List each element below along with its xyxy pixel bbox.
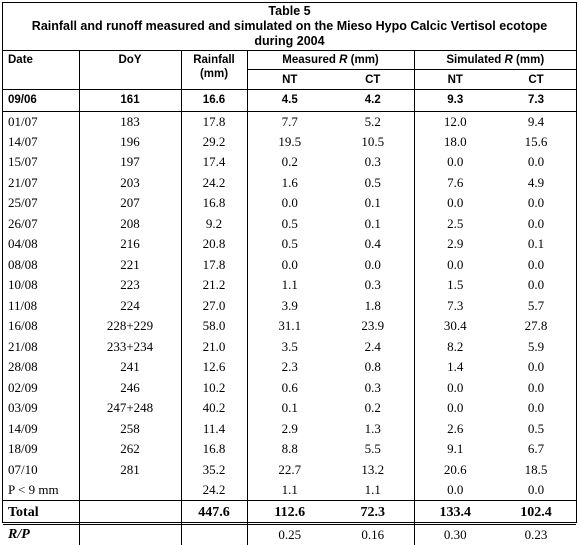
cell-simulated-ct: 0.0 [527,154,545,170]
cell-simulated-nt: 1.5 [414,275,496,296]
cell-doy: 233+234 [79,337,181,358]
table-row [3,89,576,111]
cell-date: 26/07 [8,215,38,231]
table-row [3,337,576,358]
cell-measured-nt: 1.1 [247,275,332,296]
cell-simulated-nt: 0.0 [414,152,496,173]
cell-doy: 221 [79,255,181,276]
total-simulated-ct: 102.4 [496,501,576,525]
cell-doy: 207 [79,193,181,214]
header-rainfall-label: Rainfall [193,54,235,66]
cell-doy: 183 [79,111,181,132]
cell-doy [79,480,181,501]
cell-date: 08/08 [8,256,38,272]
cell-doy: 246 [79,378,181,399]
cell-date: 03/09 [8,400,38,416]
total-measured-ct: 72.3 [332,501,414,525]
table-title-line1: Rainfall and runoff measured and simulated on the Mieso Hypo Calcic Vertisol ecotope [31,19,548,33]
cell-rainfall: 58.0 [181,316,247,337]
table-row [3,255,576,276]
cell-rainfall: 35.2 [181,460,247,481]
cell-date: 01/07 [8,113,38,129]
cell-simulated-ct: 4.9 [527,174,545,190]
cell-measured-nt: 0.0 [247,193,332,214]
table-row [3,111,576,132]
header-date: Date [3,51,79,89]
cell-measured-nt: 4.5 [247,89,332,111]
cell-date: 02/09 [8,379,38,395]
cell-measured-ct: 13.2 [361,461,385,477]
table-row [3,460,576,481]
cell-measured-nt: 0.0 [247,255,332,276]
cell-measured-ct: 1.3 [364,420,381,436]
cell-date: 15/07 [8,154,38,170]
cell-measured-ct: 0.8 [364,359,381,375]
cell-rainfall: 10.2 [181,378,247,399]
cell-measured-ct: 4.2 [332,89,414,111]
cell-measured-ct: 0.2 [364,400,381,416]
table-title-line2: during 2004 [254,34,325,48]
cell-measured-nt: 8.8 [247,439,332,460]
cell-measured-nt: 3.9 [247,296,332,317]
cell-rainfall: 12.6 [181,357,247,378]
cell-simulated-nt: 12.0 [414,111,496,132]
header-measured-ct: CT [332,69,414,89]
table-row [3,398,576,419]
rp-measured-nt: 0.25 [247,525,332,545]
table-container [2,2,577,542]
rp-measured-ct: 0.16 [332,525,414,545]
cell-simulated-nt: 2.9 [414,234,496,255]
rp-label: R/P [3,525,79,545]
header-measured-pre: Measured [282,54,340,66]
cell-date: 16/08 [8,318,38,334]
cell-rainfall: 40.2 [181,398,247,419]
cell-doy: 208 [79,214,181,235]
cell-simulated-nt: 7.3 [414,296,496,317]
header-simulated-ct: CT [496,69,576,89]
cell-measured-ct: 23.9 [361,318,385,334]
cell-simulated-nt: 0.0 [414,398,496,419]
cell-doy: 161 [79,89,181,111]
table-row [3,480,576,501]
cell-measured-ct: 0.1 [364,195,381,211]
table-row [3,214,576,235]
table-row [3,193,576,214]
rp-rainfall-empty [181,525,247,545]
total-simulated-nt: 133.4 [414,501,496,525]
cell-measured-ct: 0.1 [364,215,381,231]
cell-simulated-ct: 5.7 [527,297,545,313]
cell-simulated-nt: 9.1 [414,439,496,460]
cell-doy: 223 [79,275,181,296]
cell-date: 28/08 [8,359,38,375]
cell-simulated-nt: 20.6 [414,460,496,481]
cell-measured-nt: 0.2 [247,152,332,173]
cell-measured-ct: 1.8 [364,297,381,313]
cell-simulated-ct: 5.9 [527,338,545,354]
cell-measured-ct: 0.3 [364,154,381,170]
cell-rainfall: 17.8 [181,111,247,132]
cell-measured-nt: 0.6 [247,378,332,399]
cell-simulated-nt: 18.0 [414,132,496,153]
cell-date: 14/07 [8,133,38,149]
cell-doy: 196 [79,132,181,153]
cell-simulated-nt: 2.5 [414,214,496,235]
cell-measured-ct: 1.1 [364,482,381,497]
cell-doy: 228+229 [79,316,181,337]
cell-simulated-ct: 0.0 [527,379,545,395]
total-doy-empty [79,501,181,525]
table-row [3,419,576,440]
cell-measured-ct: 5.5 [364,441,381,457]
cell-date: 18/09 [8,441,38,457]
cell-simulated-nt: 8.2 [414,337,496,358]
cell-date: 07/10 [8,461,38,477]
cell-simulated-ct: 0.5 [527,420,545,436]
total-rainfall: 447.6 [181,501,247,525]
cell-doy: 203 [79,173,181,194]
total-label: Total [3,501,79,525]
cell-simulated-ct: 6.7 [527,441,545,457]
header-measured-nt: NT [247,69,332,89]
cell-simulated-ct: 0.1 [527,236,545,252]
total-measured-nt: 112.6 [247,501,332,525]
cell-measured-nt: 3.5 [247,337,332,358]
cell-date: 10/08 [8,277,38,293]
cell-simulated-ct: 0.0 [527,482,545,497]
table-row [3,378,576,399]
cell-doy: 247+248 [79,398,181,419]
cell-date: 14/09 [8,420,38,436]
cell-simulated-nt: 0.0 [414,378,496,399]
cell-measured-nt: 2.9 [247,419,332,440]
cell-measured-nt: 0.1 [247,398,332,419]
cell-simulated-nt: 1.4 [414,357,496,378]
cell-rainfall: 9.2 [181,214,247,235]
table-caption [3,3,576,51]
cell-date: 25/07 [8,195,38,211]
header-rainfall-unit: (mm) [199,68,229,80]
cell-rainfall: 16.6 [181,89,247,111]
cell-measured-nt: 1.6 [247,173,332,194]
cell-rainfall: 20.8 [181,234,247,255]
cell-rainfall: 11.4 [181,419,247,440]
cell-measured-ct: 5.2 [364,113,381,129]
table-row [3,275,576,296]
cell-rainfall: 16.8 [181,439,247,460]
rp-simulated-nt: 0.30 [414,525,496,545]
table-row [3,439,576,460]
table-row [3,132,576,153]
table-row [3,357,576,378]
cell-rainfall: 24.2 [181,480,247,501]
cell-date: 11/08 [8,297,38,313]
rp-doy-empty [79,525,181,545]
table-row [3,152,576,173]
cell-measured-nt: 0.5 [247,234,332,255]
cell-doy: 241 [79,357,181,378]
cell-simulated-ct: 0.0 [527,256,545,272]
cell-simulated-ct: 7.3 [496,89,576,111]
rp-simulated-ct: 0.23 [496,525,576,545]
cell-simulated-ct: 15.6 [524,133,548,149]
cell-simulated-ct: 9.4 [527,113,545,129]
cell-doy: 281 [79,460,181,481]
header-simulated-post: (mm) [512,54,545,66]
cell-simulated-nt: 9.3 [414,89,496,111]
cell-measured-nt: 2.3 [247,357,332,378]
cell-simulated-ct: 0.0 [527,400,545,416]
cell-measured-ct: 0.0 [364,256,381,272]
cell-measured-ct: 0.4 [364,236,381,252]
cell-simulated-ct: 0.0 [527,359,545,375]
cell-simulated-ct: 0.0 [527,215,545,231]
header-rainfall [181,51,247,89]
cell-simulated-nt: 0.0 [414,255,496,276]
header-measured-post: (mm) [347,54,379,66]
cell-date: P < 9 mm [8,482,59,497]
cell-simulated-ct: 18.5 [524,461,548,477]
cell-rainfall: 24.2 [181,173,247,194]
cell-measured-ct: 2.4 [364,338,381,354]
table-row [3,296,576,317]
cell-simulated-ct: 0.0 [527,195,545,211]
rainfall-runoff-table [3,51,576,545]
cell-rainfall: 21.2 [181,275,247,296]
rp-row [3,525,576,545]
header-simulated-nt: NT [414,69,496,89]
header-measured [247,51,414,69]
cell-date: 09/06 [3,89,79,111]
header-simulated [414,51,576,69]
table-row [3,234,576,255]
cell-simulated-nt: 7.6 [414,173,496,194]
table-number: Table 5 [268,4,311,18]
cell-doy: 262 [79,439,181,460]
cell-measured-nt: 7.7 [247,111,332,132]
cell-measured-nt: 22.7 [247,460,332,481]
cell-rainfall: 17.8 [181,255,247,276]
cell-date: 21/07 [8,174,38,190]
table-body [3,89,576,501]
cell-measured-nt: 31.1 [247,316,332,337]
cell-simulated-ct: 27.8 [524,318,548,334]
header-simulated-pre: Simulated [446,54,505,66]
cell-measured-ct: 0.3 [364,277,381,293]
cell-doy: 197 [79,152,181,173]
cell-simulated-nt: 0.0 [414,193,496,214]
cell-doy: 258 [79,419,181,440]
cell-rainfall: 27.0 [181,296,247,317]
table-row [3,316,576,337]
cell-measured-nt: 0.5 [247,214,332,235]
cell-measured-ct: 0.3 [364,379,381,395]
cell-doy: 224 [79,296,181,317]
cell-simulated-nt: 0.0 [414,480,496,501]
cell-doy: 216 [79,234,181,255]
header-simulated-r: R [504,54,513,66]
cell-simulated-ct: 0.0 [527,277,545,293]
cell-date: 04/08 [8,236,38,252]
cell-measured-ct: 10.5 [361,133,385,149]
cell-simulated-nt: 30.4 [414,316,496,337]
cell-rainfall: 21.0 [181,337,247,358]
cell-date: 21/08 [8,338,38,354]
header-doy: DoY [79,51,181,89]
table-row [3,173,576,194]
cell-measured-ct: 0.5 [364,174,381,190]
cell-simulated-nt: 2.6 [414,419,496,440]
total-row [3,501,576,525]
cell-rainfall: 16.8 [181,193,247,214]
cell-measured-nt: 1.1 [247,480,332,501]
cell-rainfall: 29.2 [181,132,247,153]
cell-measured-nt: 19.5 [247,132,332,153]
cell-rainfall: 17.4 [181,152,247,173]
header-measured-r: R [339,54,348,66]
